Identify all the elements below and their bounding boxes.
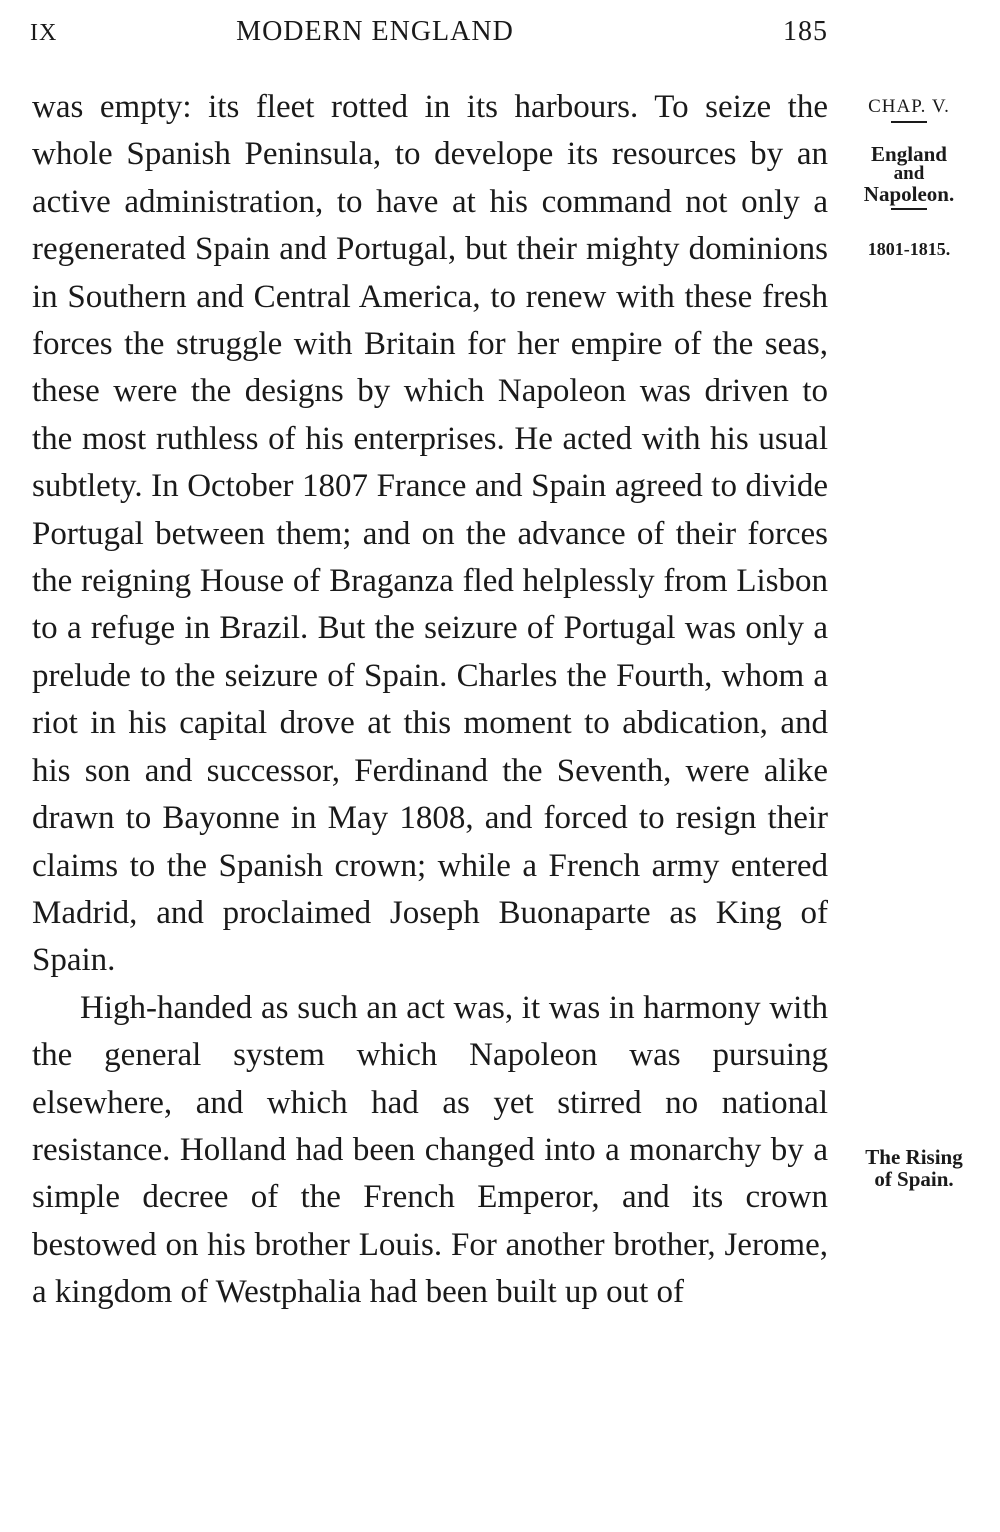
margin-note-section-title (846, 143, 972, 214)
margin-chapter-label: CHAP. V. (868, 96, 950, 117)
margin-rising-line-2: of Spain. (874, 1167, 954, 1191)
margin-section-line-1: England (871, 142, 947, 166)
page-header (30, 16, 830, 56)
page-number: 185 (783, 16, 828, 47)
margin-rule (891, 208, 927, 210)
paragraph-1: was empty: its fleet rotted in its harbours. To seize the whole Spanish Peninsula, to develope its resources by an active administration, to have at his command not only a regenerated Spain and Portugal, but their mighty dominions in Southern and Central America, to renew with these fresh forces the struggle with Britain for her empire of the seas, these were the designs by which Napoleon was driven to the most ruthless of his enterprises. He acted with his usual subtlety. In October 1807 France and Spain agreed to divide Portugal between them; and on the advance of their forces the reigning House of Braganza fled helplessly from Lisbon to a refuge in Brazil. But the seizure of Portugal was only a prelude to the seizure of Spain. Charles the Fourth, whom a riot in his capital drove at this moment to abdication, and his son and successor, Ferdinand the Seventh, were alike drawn to Bayonne in May 1808, and forced to resign their claims to the Spanish crown; while a French army entered Madrid, and proclaimed Joseph Buonaparte as King of Spain. (32, 89, 828, 979)
paragraph-2: High-handed as such an act was, it was in harmony with the general system which Napoleon was pursuing elsewhere, and which had as yet stirred no national resistance. Holland had been changed into a monarchy by a simple decree of the French Emperor, and its crown bestowed on his brother Louis. For another brother, Jerome, a kingdom of Westphalia had been built up out of (32, 989, 828, 1311)
margin-rule (891, 121, 927, 123)
running-title: MODERN ENGLAND (236, 16, 514, 47)
margin-note-dates: 1801-1815. (867, 239, 951, 259)
margin-note-chapter (846, 96, 972, 127)
margin-section-line-3: Napoleon. (863, 182, 955, 206)
margin-note-rising-of-spain (852, 1146, 976, 1190)
margin-section-line-2: and (893, 163, 925, 184)
body-text (32, 84, 828, 1317)
margin-rising-line-1: The Rising (865, 1145, 963, 1169)
chapter-numeral: IX (30, 20, 58, 46)
